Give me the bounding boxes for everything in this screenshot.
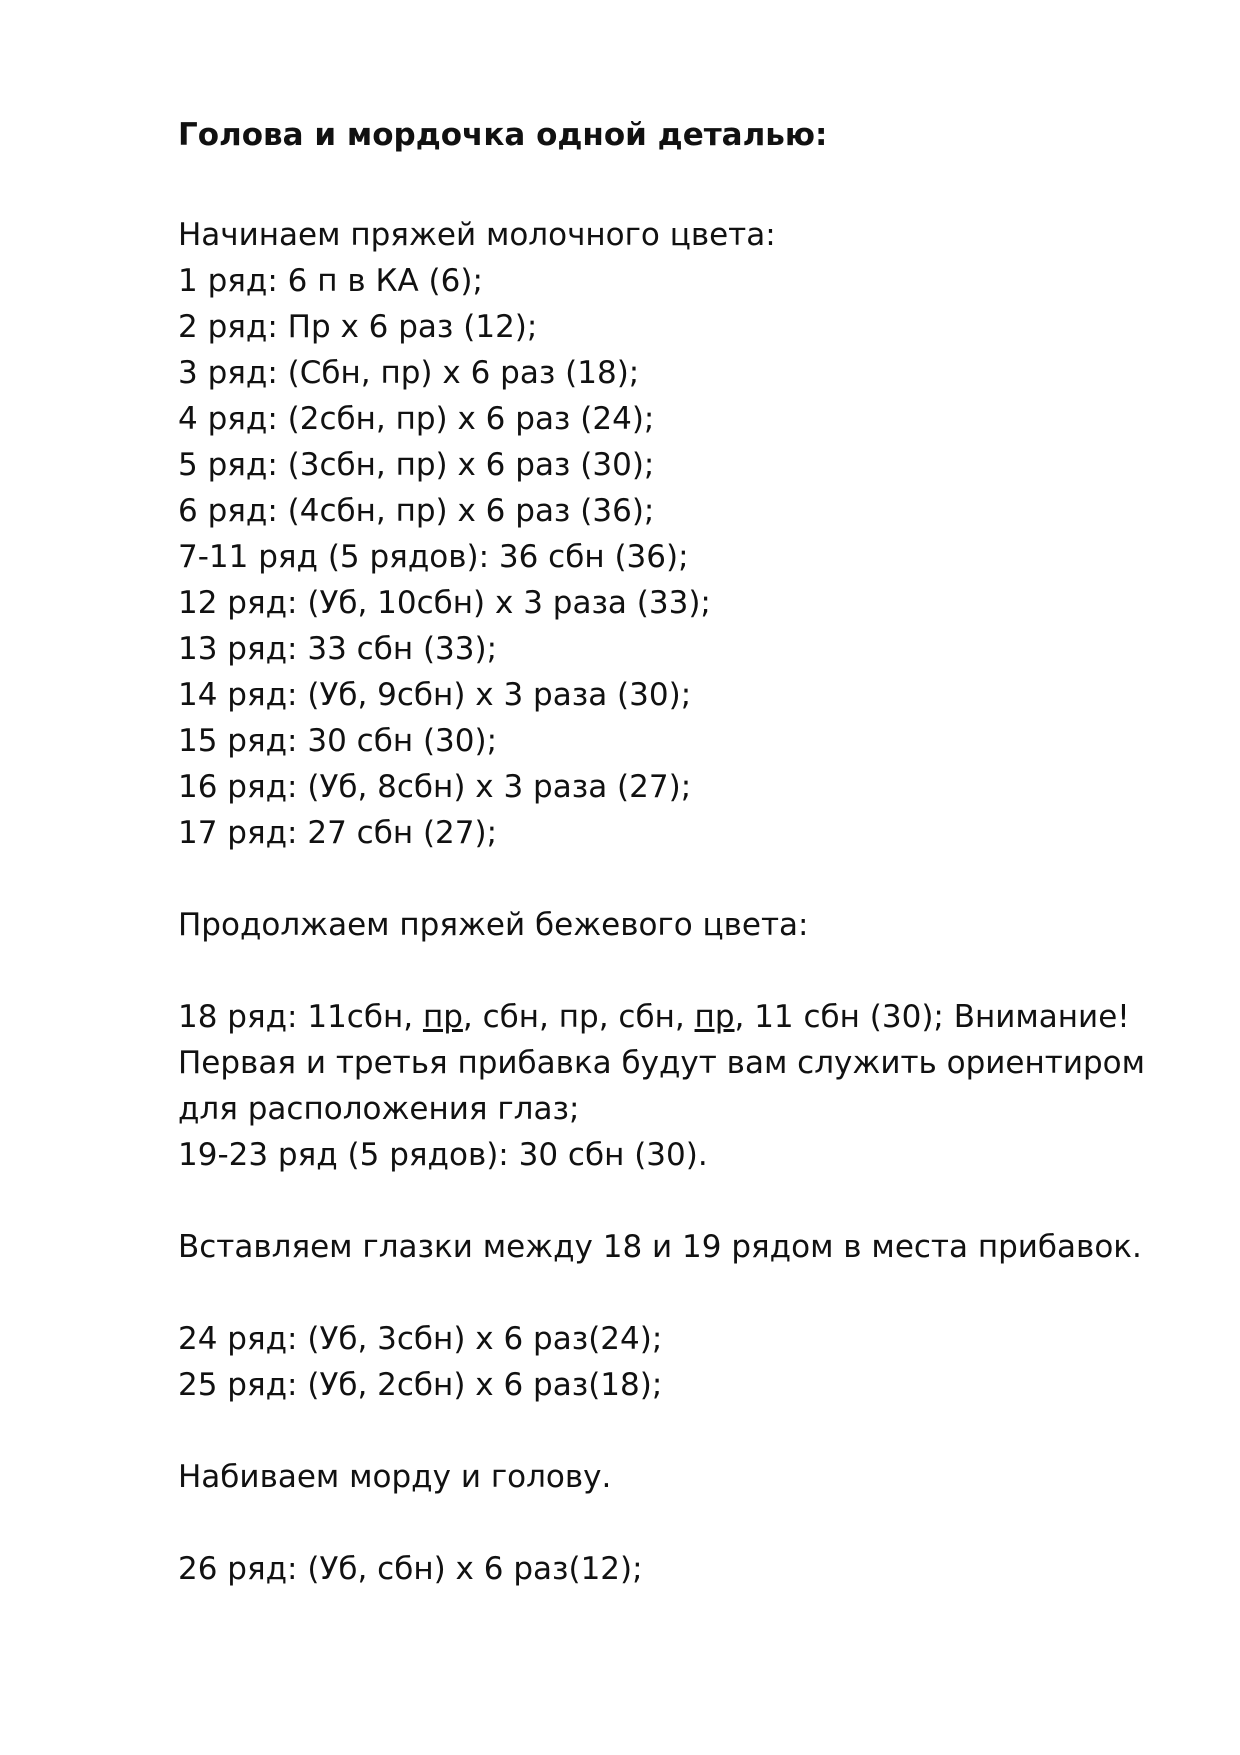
pattern-row: 24 ряд: (Уб, 3сбн) х 6 раз(24); [178,1321,663,1357]
spacer [178,1500,1178,1546]
continue-heading: Продолжаем пряжей бежевого цвета: [178,907,809,943]
rows-part1 [178,258,1178,856]
pattern-row: 12 ряд: (Уб, 10сбн) х 3 раза (33); [178,585,711,621]
spacer [178,948,1178,994]
row18-text: , сбн, пр, сбн, [462,999,695,1035]
pattern-row: 6 ряд: (4сбн, пр) х 6 раз (36); [178,493,655,529]
pattern-row: 3 ряд: (Сбн, пр) х 6 раз (18); [178,355,640,391]
pattern-row: 19-23 ряд (5 рядов): 30 сбн (30). [178,1137,708,1173]
row18-text: 18 ряд: 11сбн, [178,999,423,1035]
pattern-row: 17 ряд: 27 сбн (27); [178,815,498,851]
intro-line: Начинаем пряжей молочного цвета: [178,217,776,253]
pattern-row: 25 ряд: (Уб, 2сбн) х 6 раз(18); [178,1367,663,1403]
spacer [178,1270,1178,1316]
pattern-row: 13 ряд: 33 сбн (33); [178,631,498,667]
note-line: для расположения глаз; [178,1091,580,1127]
pattern-row: 16 ряд: (Уб, 8сбн) х 3 раза (27); [178,769,692,805]
pattern-row: 4 ряд: (2сбн, пр) х 6 раз (24); [178,401,655,437]
spacer [178,1408,1178,1454]
pattern-text [178,112,1178,1592]
pattern-row: 26 ряд: (Уб, сбн) х 6 раз(12); [178,1551,643,1587]
stuff-instruction: Набиваем морду и голову. [178,1459,612,1495]
row18-text: , 11 сбн (30); Внимание! [734,999,1130,1035]
pattern-row: 7-11 ряд (5 рядов): 36 сбн (36); [178,539,689,575]
row18-underlined-increase: пр [422,999,463,1035]
pattern-row-18 [178,994,1178,1040]
pattern-row: 14 ряд: (Уб, 9сбн) х 3 раза (30); [178,677,692,713]
pattern-row: 5 ряд: (3сбн, пр) х 6 раз (30); [178,447,655,483]
pattern-row: 1 ряд: 6 п в КА (6); [178,263,483,299]
pattern-row: 2 ряд: Пр х 6 раз (12); [178,309,538,345]
spacer [178,1178,1178,1224]
eyes-instruction: Вставляем глазки между 18 и 19 рядом в места прибавок. [178,1229,1142,1265]
note-line: Первая и третья прибавка будут вам служить ориентиром [178,1045,1146,1081]
pattern-row: 15 ряд: 30 сбн (30); [178,723,498,759]
spacer [178,856,1178,902]
row18-underlined-increase: пр [694,999,735,1035]
section-title: Голова и мордочка одной деталью: [178,117,828,153]
